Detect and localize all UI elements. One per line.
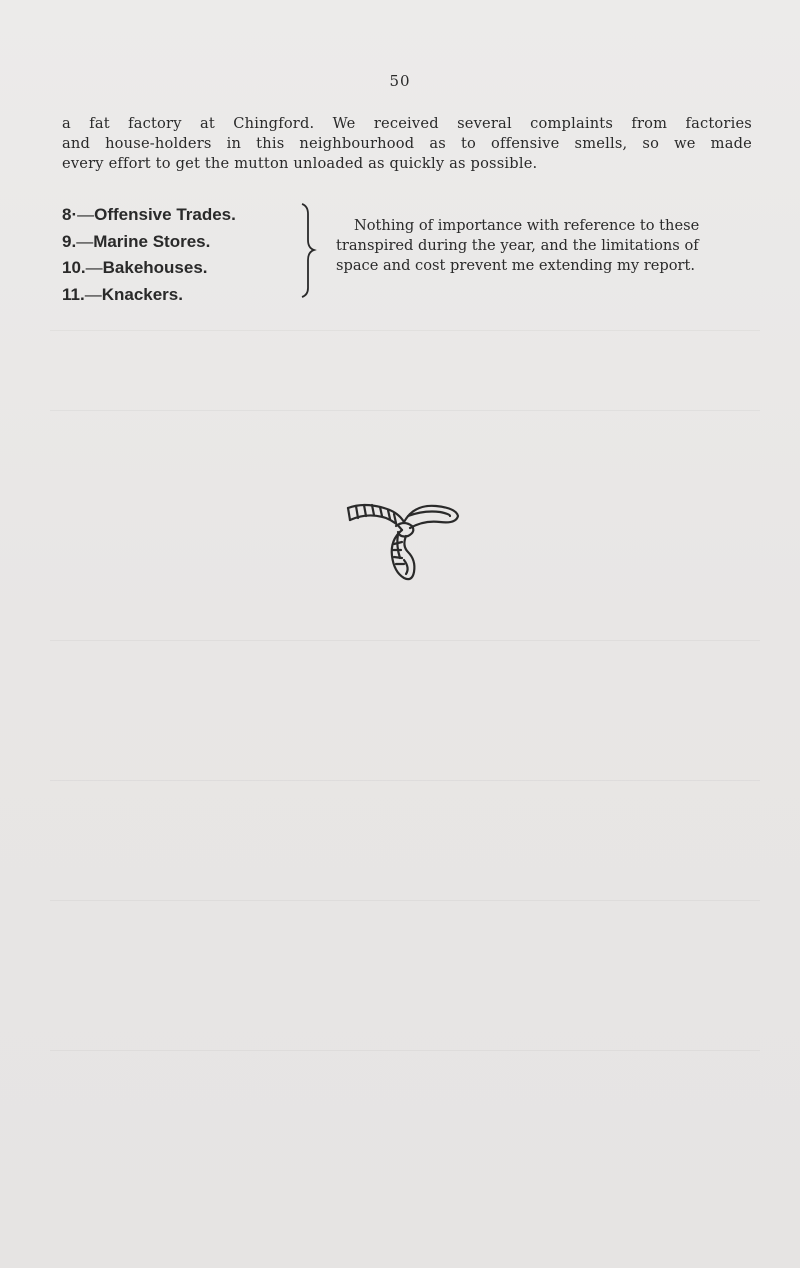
note-line: Nothing of importance with reference to these xyxy=(354,217,700,234)
paragraph-line: a fat factory at Chingford. We received several complaints from factories xyxy=(62,115,752,132)
section-dash: — xyxy=(84,284,102,304)
section-label: Marine Stores. xyxy=(93,231,211,251)
section-dash: — xyxy=(77,205,95,224)
section-number: 8· xyxy=(62,205,78,224)
bleed-through-line xyxy=(50,1050,760,1051)
section-dash: — xyxy=(76,231,94,251)
curly-brace-icon xyxy=(292,202,322,298)
section-dash: — xyxy=(85,258,103,277)
section-heading-offensive-trades xyxy=(62,202,302,229)
section-label: Offensive Trades. xyxy=(94,205,236,224)
bleed-through-line xyxy=(50,410,760,411)
section-heading-knackers xyxy=(62,282,302,309)
note-line: transpired during the year, and the limitations of xyxy=(336,237,699,254)
section-number: 11. xyxy=(62,284,85,304)
note-line: space and cost prevent me extending my report. xyxy=(336,257,695,274)
bleed-through-line xyxy=(50,900,760,901)
bleed-through-line xyxy=(50,780,760,781)
paragraph-line: every effort to get the mutton unloaded as quickly as possible. xyxy=(62,155,538,172)
section-number: 10. xyxy=(62,258,86,277)
section-headings xyxy=(62,202,302,308)
intro-paragraph xyxy=(62,114,752,174)
bleed-through-line xyxy=(50,330,760,331)
section-number: 9. xyxy=(62,231,77,251)
section-label: Knackers. xyxy=(101,284,183,304)
note-paragraph xyxy=(336,216,768,276)
bleed-through-line xyxy=(50,640,760,641)
paragraph-line: and house-holders in this neighbourhood as to offensive smells, so we made xyxy=(62,135,752,152)
section-heading-bakehouses xyxy=(62,255,302,282)
section-label: Bakehouses. xyxy=(102,258,208,277)
page-number: 50 xyxy=(389,72,411,90)
ribbon-knot-ornament-icon xyxy=(344,500,468,584)
section-heading-marine-stores xyxy=(62,229,302,256)
